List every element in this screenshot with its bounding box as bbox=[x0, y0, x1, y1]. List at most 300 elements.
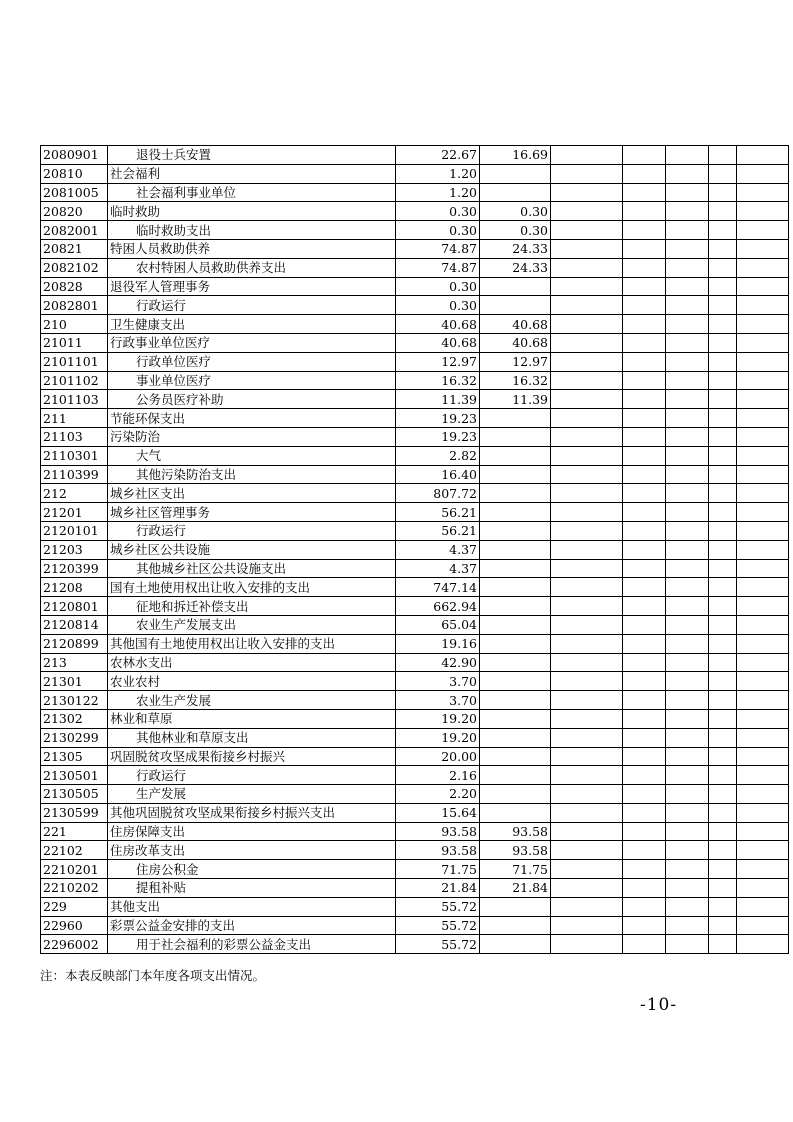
total-cell: 20.00 bbox=[396, 747, 480, 766]
empty-cell bbox=[737, 540, 789, 559]
empty-cell bbox=[623, 484, 666, 503]
empty-cell bbox=[623, 822, 666, 841]
table-row bbox=[41, 277, 789, 296]
name-cell: 彩票公益金安排的支出 bbox=[108, 916, 396, 935]
empty-cell bbox=[709, 559, 737, 578]
empty-cell bbox=[709, 277, 737, 296]
empty-cell bbox=[737, 446, 789, 465]
empty-cell bbox=[551, 672, 623, 691]
empty-cell bbox=[737, 672, 789, 691]
empty-cell bbox=[623, 333, 666, 352]
table-row bbox=[41, 785, 789, 804]
empty-cell bbox=[623, 916, 666, 935]
table-row bbox=[41, 521, 789, 540]
empty-cell bbox=[623, 747, 666, 766]
empty-cell bbox=[737, 691, 789, 710]
table-row bbox=[41, 484, 789, 503]
empty-cell bbox=[666, 503, 709, 522]
empty-cell bbox=[666, 521, 709, 540]
table-row bbox=[41, 634, 789, 653]
code-cell: 21011 bbox=[41, 333, 108, 352]
name-cell: 农林水支出 bbox=[108, 653, 396, 672]
total-cell: 22.67 bbox=[396, 146, 480, 165]
code-cell: 212 bbox=[41, 484, 108, 503]
empty-cell bbox=[666, 409, 709, 428]
empty-cell bbox=[737, 841, 789, 860]
empty-cell bbox=[666, 352, 709, 371]
empty-cell bbox=[709, 221, 737, 240]
empty-cell bbox=[623, 465, 666, 484]
empty-cell bbox=[709, 803, 737, 822]
empty-cell bbox=[666, 860, 709, 879]
empty-cell bbox=[551, 897, 623, 916]
empty-cell bbox=[551, 315, 623, 334]
total-cell: 3.70 bbox=[396, 672, 480, 691]
code-cell: 21201 bbox=[41, 503, 108, 522]
empty-cell bbox=[709, 634, 737, 653]
empty-cell bbox=[709, 728, 737, 747]
empty-cell bbox=[623, 728, 666, 747]
total-cell: 16.32 bbox=[396, 371, 480, 390]
code-cell: 2120899 bbox=[41, 634, 108, 653]
empty-cell bbox=[623, 296, 666, 315]
empty-cell bbox=[551, 747, 623, 766]
basic-cell bbox=[480, 709, 551, 728]
total-cell: 19.20 bbox=[396, 709, 480, 728]
empty-cell bbox=[737, 371, 789, 390]
empty-cell bbox=[551, 634, 623, 653]
empty-cell bbox=[737, 202, 789, 221]
empty-cell bbox=[737, 333, 789, 352]
empty-cell bbox=[551, 879, 623, 898]
basic-cell bbox=[480, 766, 551, 785]
empty-cell bbox=[551, 785, 623, 804]
table-row bbox=[41, 615, 789, 634]
empty-cell bbox=[551, 239, 623, 258]
table-row bbox=[41, 653, 789, 672]
basic-cell: 24.33 bbox=[480, 239, 551, 258]
empty-cell bbox=[666, 164, 709, 183]
empty-cell bbox=[737, 239, 789, 258]
empty-cell bbox=[666, 296, 709, 315]
empty-cell bbox=[666, 146, 709, 165]
empty-cell bbox=[666, 691, 709, 710]
empty-cell bbox=[709, 766, 737, 785]
table-row bbox=[41, 202, 789, 221]
empty-cell bbox=[623, 897, 666, 916]
empty-cell bbox=[666, 315, 709, 334]
total-cell: 65.04 bbox=[396, 615, 480, 634]
empty-cell bbox=[737, 597, 789, 616]
empty-cell bbox=[623, 803, 666, 822]
basic-cell: 16.69 bbox=[480, 146, 551, 165]
empty-cell bbox=[666, 615, 709, 634]
empty-cell bbox=[737, 427, 789, 446]
empty-cell bbox=[551, 258, 623, 277]
empty-cell bbox=[737, 409, 789, 428]
table-row bbox=[41, 916, 789, 935]
empty-cell bbox=[623, 578, 666, 597]
basic-cell bbox=[480, 559, 551, 578]
code-cell: 2101103 bbox=[41, 390, 108, 409]
empty-cell bbox=[666, 221, 709, 240]
code-cell: 21103 bbox=[41, 427, 108, 446]
code-cell: 213 bbox=[41, 653, 108, 672]
empty-cell bbox=[737, 822, 789, 841]
name-cell: 城乡社区支出 bbox=[108, 484, 396, 503]
code-cell: 2130501 bbox=[41, 766, 108, 785]
name-cell: 其他城乡社区公共设施支出 bbox=[108, 559, 396, 578]
total-cell: 747.14 bbox=[396, 578, 480, 597]
basic-cell bbox=[480, 935, 551, 954]
empty-cell bbox=[666, 484, 709, 503]
empty-cell bbox=[551, 521, 623, 540]
empty-cell bbox=[737, 860, 789, 879]
name-cell: 住房改革支出 bbox=[108, 841, 396, 860]
name-cell: 农村特困人员救助供养支出 bbox=[108, 258, 396, 277]
table-row bbox=[41, 164, 789, 183]
empty-cell bbox=[709, 315, 737, 334]
empty-cell bbox=[737, 521, 789, 540]
empty-cell bbox=[737, 315, 789, 334]
table-row bbox=[41, 691, 789, 710]
table-row bbox=[41, 221, 789, 240]
table-row bbox=[41, 803, 789, 822]
table-row bbox=[41, 879, 789, 898]
empty-cell bbox=[709, 672, 737, 691]
basic-cell bbox=[480, 296, 551, 315]
total-cell: 662.94 bbox=[396, 597, 480, 616]
name-cell: 农业生产发展 bbox=[108, 691, 396, 710]
empty-cell bbox=[551, 728, 623, 747]
total-cell: 12.97 bbox=[396, 352, 480, 371]
code-cell: 2130599 bbox=[41, 803, 108, 822]
name-cell: 退役士兵安置 bbox=[108, 146, 396, 165]
table-row bbox=[41, 897, 789, 916]
empty-cell bbox=[737, 484, 789, 503]
total-cell: 2.82 bbox=[396, 446, 480, 465]
empty-cell bbox=[737, 935, 789, 954]
empty-cell bbox=[666, 822, 709, 841]
basic-cell bbox=[480, 521, 551, 540]
empty-cell bbox=[551, 409, 623, 428]
empty-cell bbox=[666, 333, 709, 352]
empty-cell bbox=[709, 841, 737, 860]
empty-cell bbox=[623, 409, 666, 428]
empty-cell bbox=[709, 146, 737, 165]
basic-cell bbox=[480, 785, 551, 804]
code-cell: 210 bbox=[41, 315, 108, 334]
empty-cell bbox=[666, 841, 709, 860]
code-cell: 2210202 bbox=[41, 879, 108, 898]
empty-cell bbox=[623, 258, 666, 277]
empty-cell bbox=[709, 409, 737, 428]
empty-cell bbox=[623, 221, 666, 240]
total-cell: 3.70 bbox=[396, 691, 480, 710]
empty-cell bbox=[737, 503, 789, 522]
table-row bbox=[41, 183, 789, 202]
code-cell: 2080901 bbox=[41, 146, 108, 165]
empty-cell bbox=[551, 615, 623, 634]
empty-cell bbox=[666, 390, 709, 409]
total-cell: 55.72 bbox=[396, 916, 480, 935]
empty-cell bbox=[623, 879, 666, 898]
empty-cell bbox=[623, 164, 666, 183]
table-row bbox=[41, 578, 789, 597]
name-cell: 其他国有土地使用权出让收入安排的支出 bbox=[108, 634, 396, 653]
empty-cell bbox=[551, 709, 623, 728]
table-row bbox=[41, 409, 789, 428]
empty-cell bbox=[623, 427, 666, 446]
basic-cell bbox=[480, 634, 551, 653]
empty-cell bbox=[709, 371, 737, 390]
empty-cell bbox=[623, 390, 666, 409]
empty-cell bbox=[709, 258, 737, 277]
code-cell: 2120101 bbox=[41, 521, 108, 540]
basic-cell bbox=[480, 540, 551, 559]
total-cell: 74.87 bbox=[396, 258, 480, 277]
total-cell: 15.64 bbox=[396, 803, 480, 822]
empty-cell bbox=[737, 578, 789, 597]
name-cell: 行政运行 bbox=[108, 766, 396, 785]
name-cell: 生产发展 bbox=[108, 785, 396, 804]
empty-cell bbox=[709, 747, 737, 766]
total-cell: 1.20 bbox=[396, 183, 480, 202]
empty-cell bbox=[551, 146, 623, 165]
basic-cell bbox=[480, 728, 551, 747]
code-cell: 2130505 bbox=[41, 785, 108, 804]
name-cell: 事业单位医疗 bbox=[108, 371, 396, 390]
empty-cell bbox=[709, 296, 737, 315]
empty-cell bbox=[666, 258, 709, 277]
empty-cell bbox=[709, 465, 737, 484]
basic-cell bbox=[480, 446, 551, 465]
code-cell: 2101101 bbox=[41, 352, 108, 371]
code-cell: 211 bbox=[41, 409, 108, 428]
basic-cell bbox=[480, 597, 551, 616]
total-cell: 74.87 bbox=[396, 239, 480, 258]
total-cell: 11.39 bbox=[396, 390, 480, 409]
empty-cell bbox=[623, 277, 666, 296]
empty-cell bbox=[623, 634, 666, 653]
basic-cell: 0.30 bbox=[480, 202, 551, 221]
code-cell: 2081005 bbox=[41, 183, 108, 202]
table-row bbox=[41, 672, 789, 691]
empty-cell bbox=[623, 239, 666, 258]
total-cell: 19.16 bbox=[396, 634, 480, 653]
empty-cell bbox=[737, 747, 789, 766]
empty-cell bbox=[709, 822, 737, 841]
empty-cell bbox=[623, 540, 666, 559]
total-cell: 21.84 bbox=[396, 879, 480, 898]
name-cell: 住房保障支出 bbox=[108, 822, 396, 841]
empty-cell bbox=[737, 258, 789, 277]
table-row bbox=[41, 446, 789, 465]
empty-cell bbox=[737, 766, 789, 785]
name-cell: 其他林业和草原支出 bbox=[108, 728, 396, 747]
name-cell: 临时救助支出 bbox=[108, 221, 396, 240]
empty-cell bbox=[737, 390, 789, 409]
code-cell: 2082801 bbox=[41, 296, 108, 315]
code-cell: 2082001 bbox=[41, 221, 108, 240]
code-cell: 20820 bbox=[41, 202, 108, 221]
code-cell: 2130299 bbox=[41, 728, 108, 747]
empty-cell bbox=[666, 427, 709, 446]
name-cell: 社会福利 bbox=[108, 164, 396, 183]
empty-cell bbox=[623, 559, 666, 578]
table-row bbox=[41, 390, 789, 409]
table-row bbox=[41, 239, 789, 258]
empty-cell bbox=[623, 597, 666, 616]
table-row bbox=[41, 465, 789, 484]
empty-cell bbox=[666, 202, 709, 221]
empty-cell bbox=[709, 202, 737, 221]
basic-cell: 24.33 bbox=[480, 258, 551, 277]
empty-cell bbox=[737, 785, 789, 804]
name-cell: 其他污染防治支出 bbox=[108, 465, 396, 484]
code-cell: 2120399 bbox=[41, 559, 108, 578]
empty-cell bbox=[666, 183, 709, 202]
code-cell: 21302 bbox=[41, 709, 108, 728]
total-cell: 56.21 bbox=[396, 503, 480, 522]
basic-cell bbox=[480, 427, 551, 446]
empty-cell bbox=[623, 503, 666, 522]
name-cell: 行政单位医疗 bbox=[108, 352, 396, 371]
empty-cell bbox=[666, 803, 709, 822]
empty-cell bbox=[666, 785, 709, 804]
empty-cell bbox=[551, 766, 623, 785]
empty-cell bbox=[737, 916, 789, 935]
basic-cell: 40.68 bbox=[480, 333, 551, 352]
empty-cell bbox=[737, 709, 789, 728]
basic-cell: 40.68 bbox=[480, 315, 551, 334]
empty-cell bbox=[709, 333, 737, 352]
total-cell: 56.21 bbox=[396, 521, 480, 540]
name-cell: 临时救助 bbox=[108, 202, 396, 221]
empty-cell bbox=[737, 277, 789, 296]
empty-cell bbox=[666, 277, 709, 296]
table-row bbox=[41, 822, 789, 841]
empty-cell bbox=[666, 879, 709, 898]
table-row bbox=[41, 728, 789, 747]
name-cell: 行政运行 bbox=[108, 521, 396, 540]
empty-cell bbox=[666, 897, 709, 916]
empty-cell bbox=[709, 615, 737, 634]
total-cell: 93.58 bbox=[396, 822, 480, 841]
expenditure-table bbox=[40, 145, 789, 954]
basic-cell bbox=[480, 653, 551, 672]
code-cell: 2101102 bbox=[41, 371, 108, 390]
empty-cell bbox=[551, 446, 623, 465]
name-cell: 巩固脱贫攻坚成果衔接乡村振兴 bbox=[108, 747, 396, 766]
table-row bbox=[41, 503, 789, 522]
empty-cell bbox=[623, 315, 666, 334]
name-cell: 城乡社区公共设施 bbox=[108, 540, 396, 559]
empty-cell bbox=[737, 559, 789, 578]
name-cell: 征地和拆迁补偿支出 bbox=[108, 597, 396, 616]
empty-cell bbox=[551, 202, 623, 221]
empty-cell bbox=[551, 822, 623, 841]
empty-cell bbox=[551, 597, 623, 616]
empty-cell bbox=[737, 615, 789, 634]
empty-cell bbox=[551, 484, 623, 503]
empty-cell bbox=[709, 785, 737, 804]
empty-cell bbox=[709, 446, 737, 465]
code-cell: 221 bbox=[41, 822, 108, 841]
empty-cell bbox=[666, 597, 709, 616]
total-cell: 19.23 bbox=[396, 409, 480, 428]
code-cell: 229 bbox=[41, 897, 108, 916]
name-cell: 提租补贴 bbox=[108, 879, 396, 898]
empty-cell bbox=[709, 879, 737, 898]
total-cell: 0.30 bbox=[396, 221, 480, 240]
code-cell: 2082102 bbox=[41, 258, 108, 277]
empty-cell bbox=[666, 709, 709, 728]
empty-cell bbox=[709, 860, 737, 879]
name-cell: 其他巩固脱贫攻坚成果衔接乡村振兴支出 bbox=[108, 803, 396, 822]
empty-cell bbox=[551, 935, 623, 954]
basic-cell bbox=[480, 916, 551, 935]
empty-cell bbox=[737, 803, 789, 822]
empty-cell bbox=[666, 634, 709, 653]
empty-cell bbox=[666, 747, 709, 766]
empty-cell bbox=[551, 390, 623, 409]
code-cell: 22102 bbox=[41, 841, 108, 860]
name-cell: 农业生产发展支出 bbox=[108, 615, 396, 634]
empty-cell bbox=[551, 841, 623, 860]
table-row bbox=[41, 709, 789, 728]
empty-cell bbox=[666, 653, 709, 672]
empty-cell bbox=[551, 691, 623, 710]
empty-cell bbox=[551, 803, 623, 822]
table-row bbox=[41, 540, 789, 559]
table-row bbox=[41, 559, 789, 578]
empty-cell bbox=[737, 728, 789, 747]
code-cell: 22960 bbox=[41, 916, 108, 935]
empty-cell bbox=[709, 183, 737, 202]
total-cell: 42.90 bbox=[396, 653, 480, 672]
empty-cell bbox=[623, 521, 666, 540]
empty-cell bbox=[623, 860, 666, 879]
empty-cell bbox=[709, 897, 737, 916]
table-row bbox=[41, 371, 789, 390]
table-row bbox=[41, 352, 789, 371]
empty-cell bbox=[666, 540, 709, 559]
empty-cell bbox=[551, 164, 623, 183]
code-cell: 20810 bbox=[41, 164, 108, 183]
table-row bbox=[41, 296, 789, 315]
total-cell: 4.37 bbox=[396, 540, 480, 559]
empty-cell bbox=[737, 146, 789, 165]
code-cell: 2110399 bbox=[41, 465, 108, 484]
empty-cell bbox=[737, 296, 789, 315]
empty-cell bbox=[709, 484, 737, 503]
empty-cell bbox=[709, 916, 737, 935]
table-row bbox=[41, 935, 789, 954]
table-note: 注：本表反映部门本年度各项支出情况。 bbox=[40, 968, 266, 983]
code-cell: 2110301 bbox=[41, 446, 108, 465]
code-cell: 21301 bbox=[41, 672, 108, 691]
empty-cell bbox=[709, 352, 737, 371]
basic-cell bbox=[480, 484, 551, 503]
total-cell: 40.68 bbox=[396, 315, 480, 334]
empty-cell bbox=[623, 202, 666, 221]
empty-cell bbox=[737, 183, 789, 202]
code-cell: 21203 bbox=[41, 540, 108, 559]
empty-cell bbox=[623, 766, 666, 785]
name-cell: 大气 bbox=[108, 446, 396, 465]
empty-cell bbox=[709, 427, 737, 446]
